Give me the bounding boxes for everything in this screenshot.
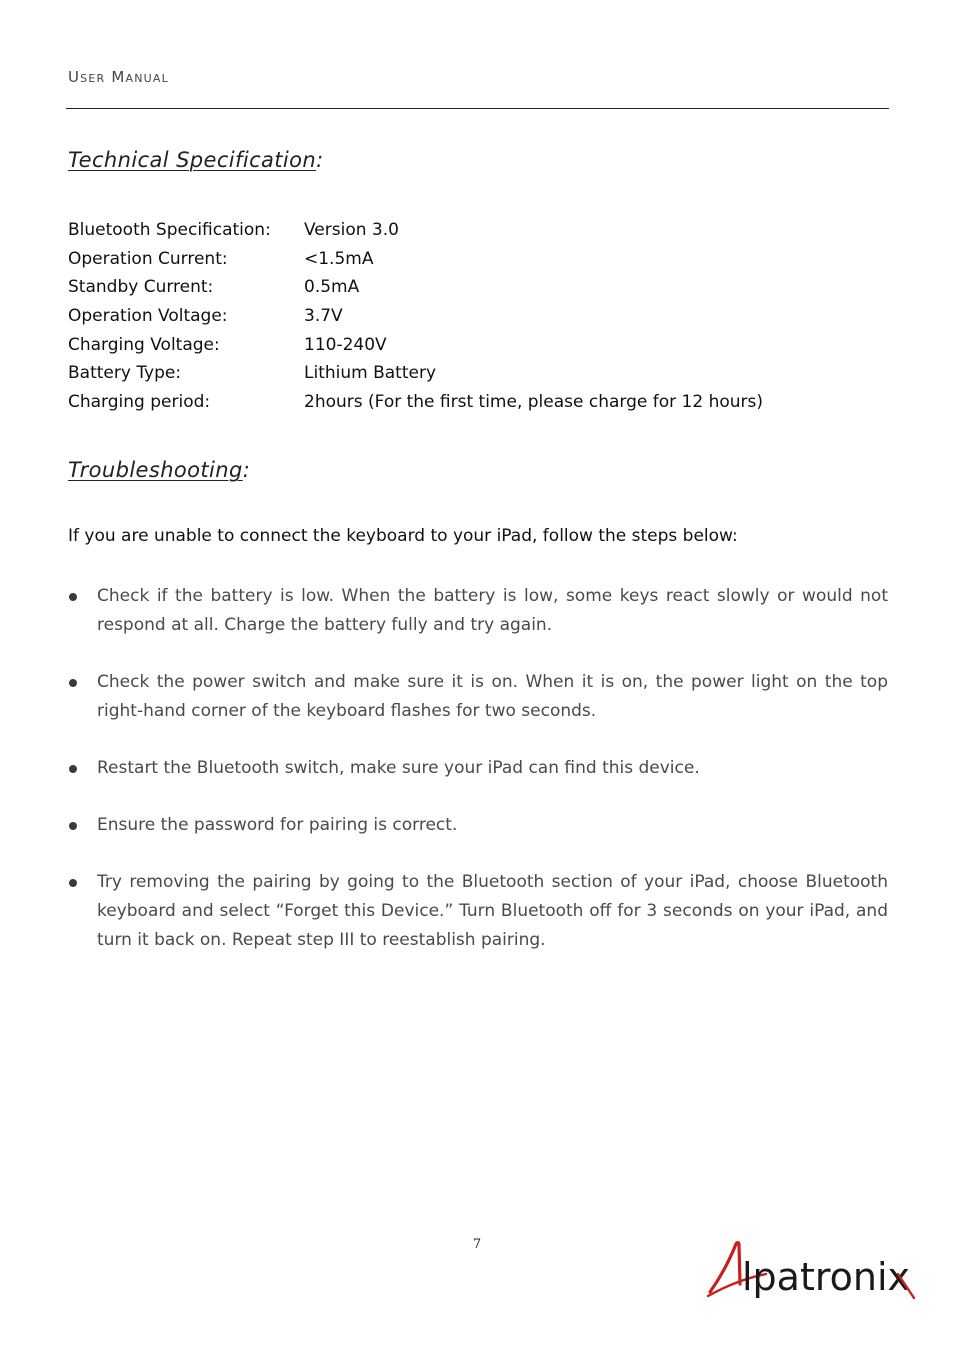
bullet-icon xyxy=(69,822,77,830)
troubleshooting-heading xyxy=(68,458,250,482)
spec-value: Version 3.0 xyxy=(304,220,399,240)
running-header: User Manual xyxy=(68,68,169,86)
tech-spec-heading-text: Technical Specification xyxy=(68,148,317,172)
spec-value: Lithium Battery xyxy=(304,363,437,384)
logo-wordmark: lpatronix xyxy=(742,1255,911,1299)
list-item xyxy=(68,754,888,783)
troubleshooting-heading-text: Troubleshooting xyxy=(68,458,243,482)
spec-row xyxy=(68,359,888,388)
spec-label: Battery Type: xyxy=(68,363,182,384)
tech-spec-heading-colon: : xyxy=(316,148,324,172)
logo-a-swoosh xyxy=(710,1243,740,1292)
spec-label: Standby Current: xyxy=(68,277,214,298)
spec-value: 3.7V xyxy=(304,306,343,327)
bullet-icon xyxy=(69,679,77,687)
bullet-icon xyxy=(69,879,77,887)
spec-label: Operation Current: xyxy=(68,248,228,269)
troubleshooting-heading-colon: : xyxy=(242,458,251,482)
spec-label: Bluetooth Specification: xyxy=(68,220,271,240)
alpatronix-logo xyxy=(706,1234,918,1304)
list-item xyxy=(68,668,888,726)
list-item-text: Check the power switch and make sure it is on. When it is on, the power light on the top right-hand corner of the keyboard flashes for two seconds. xyxy=(97,672,888,721)
list-item-text: Ensure the password for pairing is correct. xyxy=(97,815,458,835)
tech-spec-heading xyxy=(68,148,324,172)
spec-label: Charging Voltage: xyxy=(68,334,220,355)
spec-row xyxy=(68,216,888,245)
spec-table xyxy=(68,216,888,417)
troubleshooting-list xyxy=(68,582,888,983)
bullet-icon xyxy=(69,765,77,773)
spec-row xyxy=(68,331,888,360)
spec-label: Operation Voltage: xyxy=(68,306,228,327)
spec-value: 0.5mA xyxy=(304,277,360,298)
list-item xyxy=(68,582,888,640)
list-item xyxy=(68,868,888,955)
spec-value: 2hours (For the first time, please charge for 12 hours) xyxy=(304,392,763,413)
list-item-text: Try removing the pairing by going to the Bluetooth section of your iPad, choose Bluetooth keyboard and select “Forget this Device.” Turn Bluetooth off for 3 seconds on your iPad, and turn it back on. Repeat step III to reestablish pairing. xyxy=(97,872,888,950)
spec-value: <1.5mA xyxy=(304,248,374,269)
header-divider xyxy=(66,108,889,109)
page-number: 7 xyxy=(472,1237,482,1252)
bullet-icon xyxy=(69,593,77,601)
spec-value: 110-240V xyxy=(304,334,387,355)
list-item xyxy=(68,811,888,840)
spec-row xyxy=(68,388,888,417)
spec-row xyxy=(68,245,888,274)
spec-row xyxy=(68,273,888,302)
spec-row xyxy=(68,302,888,331)
list-item-text: Restart the Bluetooth switch, make sure your iPad can find this device. xyxy=(97,758,700,778)
spec-label: Charging period: xyxy=(68,392,211,413)
list-item-text: Check if the battery is low. When the battery is low, some keys react slowly or would not respond at all. Charge the battery fully and try again. xyxy=(97,586,888,635)
troubleshooting-intro: If you are unable to connect the keyboard to your iPad, follow the steps below: xyxy=(68,526,738,546)
